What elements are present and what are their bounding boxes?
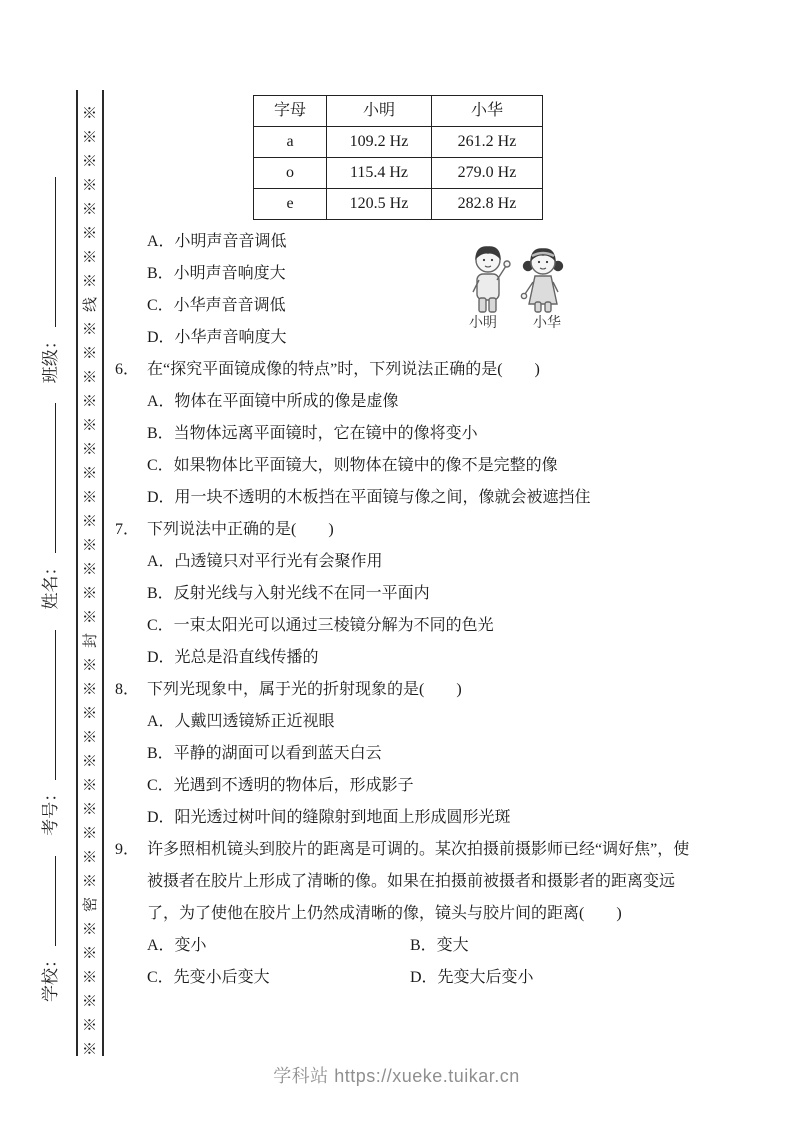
option-c: C．小华声音音调低 bbox=[147, 297, 286, 314]
boy-and-girl-drawing bbox=[455, 244, 571, 316]
option-a: A．变小 bbox=[147, 937, 207, 954]
table-cell: e bbox=[254, 189, 327, 220]
girl-label: 小华 bbox=[533, 316, 561, 331]
option-a: A．凸透镜只对平行光有会聚作用 bbox=[147, 553, 383, 570]
question-7-options bbox=[115, 546, 695, 674]
table-cell: 115.4 Hz bbox=[327, 158, 432, 189]
table-cell: 261.2 Hz bbox=[432, 127, 543, 158]
school-label: 学校： bbox=[41, 951, 60, 1002]
question-8-stem-row bbox=[115, 674, 695, 706]
table-row bbox=[254, 189, 543, 220]
question-9-stem-row bbox=[115, 834, 695, 930]
option-b: B．反射光线与入射光线不在同一平面内 bbox=[147, 585, 430, 602]
table-header-row bbox=[254, 96, 543, 127]
question-number: 9． bbox=[115, 841, 140, 858]
table-cell: o bbox=[254, 158, 327, 189]
table-row bbox=[254, 158, 543, 189]
exam-page-content bbox=[115, 88, 695, 994]
question-9-options bbox=[115, 930, 695, 994]
exam-number-label: 考号： bbox=[41, 784, 60, 836]
question-stem: 在“探究平面镜成像的特点”时，下列说法正确的是( ) bbox=[147, 361, 540, 378]
name-field bbox=[36, 388, 61, 610]
school-field bbox=[36, 840, 61, 1002]
school-blank-line bbox=[36, 856, 56, 946]
question-9 bbox=[115, 834, 695, 994]
option-d: D．阳光透过树叶间的缝隙射到地面上形成圆形光斑 bbox=[147, 809, 511, 826]
table-header-xiaohua: 小华 bbox=[432, 96, 543, 127]
kids-illustration bbox=[455, 244, 571, 332]
boy-figure bbox=[473, 247, 510, 312]
name-label: 姓名： bbox=[41, 558, 60, 610]
table-header-xiaoming: 小明 bbox=[327, 96, 432, 127]
question-6-stem-row bbox=[115, 354, 695, 386]
question-6 bbox=[115, 354, 695, 514]
kids-caption bbox=[455, 316, 571, 332]
seal-border-line-left bbox=[76, 90, 78, 1056]
table-cell: 120.5 Hz bbox=[327, 189, 432, 220]
question-5-options bbox=[115, 226, 695, 354]
question-8 bbox=[115, 674, 695, 834]
class-label: 班级： bbox=[41, 332, 60, 384]
option-a: A．小明声音音调低 bbox=[147, 233, 287, 250]
exam-number-field bbox=[36, 614, 61, 836]
option-c: C．先变小后变大 bbox=[147, 969, 270, 986]
question-number: 7． bbox=[115, 521, 140, 538]
option-b: B．当物体远离平面镜时，它在镜中的像将变小 bbox=[147, 425, 478, 442]
girl-figure bbox=[521, 249, 562, 312]
option-c: C．光遇到不透明的物体后，形成影子 bbox=[147, 777, 414, 794]
option-d: D．小华声音响度大 bbox=[147, 329, 287, 346]
table-cell: 282.8 Hz bbox=[432, 189, 543, 220]
question-number: 8． bbox=[115, 681, 140, 698]
option-b: B．变大 bbox=[410, 937, 469, 954]
option-c: C．如果物体比平面镜大，则物体在镜中的像不是完整的像 bbox=[147, 457, 558, 474]
question-7 bbox=[115, 514, 695, 674]
exam-number-blank-line bbox=[36, 630, 56, 780]
table-cell: a bbox=[254, 127, 327, 158]
question-stem: 下列光现象中，属于光的折射现象的是( ) bbox=[147, 681, 462, 698]
table-header-letter: 字母 bbox=[254, 96, 327, 127]
table-row bbox=[254, 127, 543, 158]
option-d: D．用一块不透明的木板挡在平面镜与像之间，像就会被遮挡住 bbox=[147, 489, 591, 506]
option-b: B．小明声音响度大 bbox=[147, 265, 286, 282]
table-cell: 279.0 Hz bbox=[432, 158, 543, 189]
student-info-column bbox=[36, 154, 66, 1002]
question-stem: 许多照相机镜头到胶片的距离是可调的。某次拍摄前摄影师已经“调好焦”，使被摄者在胶片上形成了清晰的像。如果在拍摄前被摄者和摄影者的距离变远了，为了使他在胶片上仍然成清晰的像，镜头与胶片间的距离( ) bbox=[147, 841, 690, 922]
seal-line-markers: ※※※※※※密※※※※※※※※※※封※※※※※※※※※※※※※线※※※※※※※※ bbox=[83, 95, 99, 1056]
boy-label: 小明 bbox=[469, 316, 497, 331]
table-cell: 109.2 Hz bbox=[327, 127, 432, 158]
name-blank-line bbox=[36, 404, 56, 554]
question-6-options bbox=[115, 386, 695, 514]
option-a: A．物体在平面镜中所成的像是虚像 bbox=[147, 393, 399, 410]
option-c: C．一束太阳光可以通过三棱镜分解为不同的色光 bbox=[147, 617, 494, 634]
question-number: 6． bbox=[115, 361, 140, 378]
option-d: D．先变大后变小 bbox=[410, 969, 534, 986]
class-blank-line bbox=[36, 177, 56, 327]
option-a: A．人戴凹透镜矫正近视眼 bbox=[147, 713, 335, 730]
frequency-table bbox=[253, 95, 543, 220]
class-field bbox=[36, 161, 61, 383]
option-b: B．平静的湖面可以看到蓝天白云 bbox=[147, 745, 382, 762]
question-stem: 下列说法中正确的是( ) bbox=[147, 521, 334, 538]
option-d: D．光总是沿直线传播的 bbox=[147, 649, 319, 666]
site-watermark: 学科站 https://xueke.tuikar.cn bbox=[273, 1066, 520, 1086]
question-8-options bbox=[115, 706, 695, 834]
question-7-stem-row bbox=[115, 514, 695, 546]
